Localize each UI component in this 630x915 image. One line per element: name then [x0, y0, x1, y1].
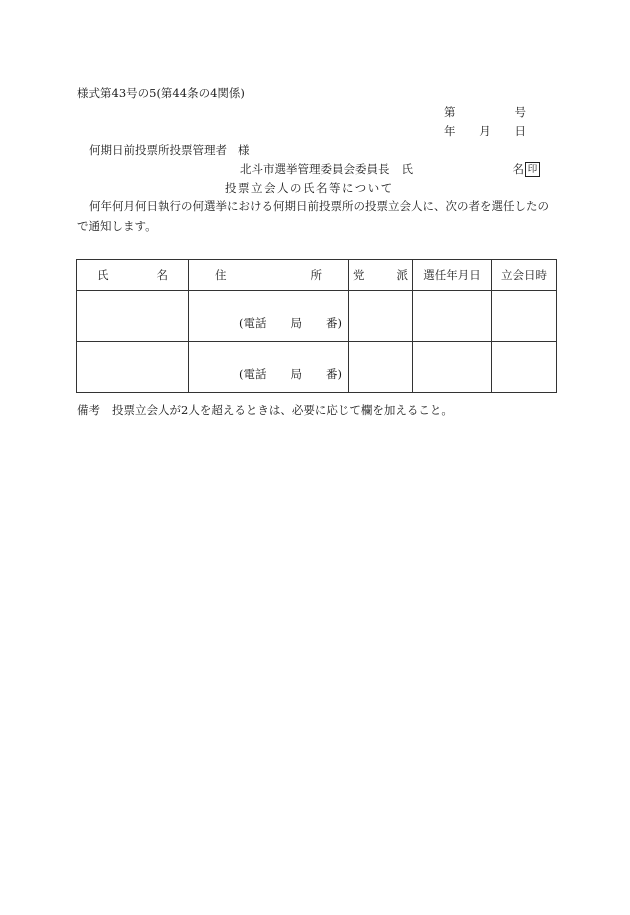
form-title: 様式第43号の5(第44条の4関係)	[77, 86, 245, 100]
seal-mark: 印	[525, 162, 540, 177]
sender-name-label-1: 氏	[401, 162, 413, 176]
header-party	[349, 260, 413, 291]
cell-party	[349, 342, 413, 393]
sender-org: 北斗市選挙管理委員会委員長	[240, 162, 390, 176]
body-text: 何年何月何日執行の何選挙における何期日前投票所の投票立会人に、次の者を選任したので通知します。	[77, 199, 549, 233]
header-attend-date: 立会日時	[492, 260, 557, 291]
header-address-part: 住	[215, 268, 227, 282]
note-label: 備考	[77, 403, 100, 417]
appointee-table	[76, 259, 557, 393]
addressee-honorific: 様	[238, 143, 250, 157]
header-name-part: 名	[156, 268, 168, 282]
cell-name	[77, 291, 189, 342]
cell-appointed-date	[413, 291, 492, 342]
phone-field	[239, 366, 342, 382]
header-appointed-date: 選任年月日	[413, 260, 492, 291]
cell-attend-date	[492, 342, 557, 393]
cell-attend-date	[492, 291, 557, 342]
subject-title: 投票立会人の氏名等について	[225, 181, 394, 195]
date-year: 年	[444, 124, 456, 138]
header-name	[77, 260, 189, 291]
tel-number: 番)	[326, 316, 342, 330]
date-day: 日	[514, 124, 526, 138]
cell-address	[189, 342, 349, 393]
document-number	[444, 104, 526, 120]
sender-name-label-2: 名	[512, 162, 524, 176]
doc-number-suffix: 号	[514, 105, 526, 119]
document-date	[444, 123, 526, 139]
note-text: 投票立会人が2人を超えるときは、必要に応じて欄を加えること。	[112, 403, 453, 417]
tel-number: 番)	[326, 367, 342, 381]
header-party-part: 党	[353, 268, 365, 282]
date-month: 月	[479, 124, 491, 138]
tel-exchange: 局	[290, 316, 302, 330]
cell-party	[349, 291, 413, 342]
doc-number-prefix: 第	[444, 105, 456, 119]
table-row	[77, 342, 557, 393]
table-row	[77, 291, 557, 342]
phone-field	[239, 315, 342, 331]
tel-open: (電話	[239, 316, 267, 330]
header-name-part: 氏	[97, 268, 109, 282]
note	[77, 402, 453, 418]
cell-address	[189, 291, 349, 342]
header-address	[189, 260, 349, 291]
tel-open: (電話	[239, 367, 267, 381]
addressee-name: 何期日前投票所投票管理者	[89, 143, 227, 157]
sender	[240, 161, 540, 177]
cell-appointed-date	[413, 342, 492, 393]
header-address-part: 所	[310, 268, 322, 282]
table-header-row	[77, 260, 557, 291]
cell-name	[77, 342, 189, 393]
addressee	[89, 142, 250, 158]
tel-exchange: 局	[290, 367, 302, 381]
header-party-part: 派	[396, 268, 408, 282]
